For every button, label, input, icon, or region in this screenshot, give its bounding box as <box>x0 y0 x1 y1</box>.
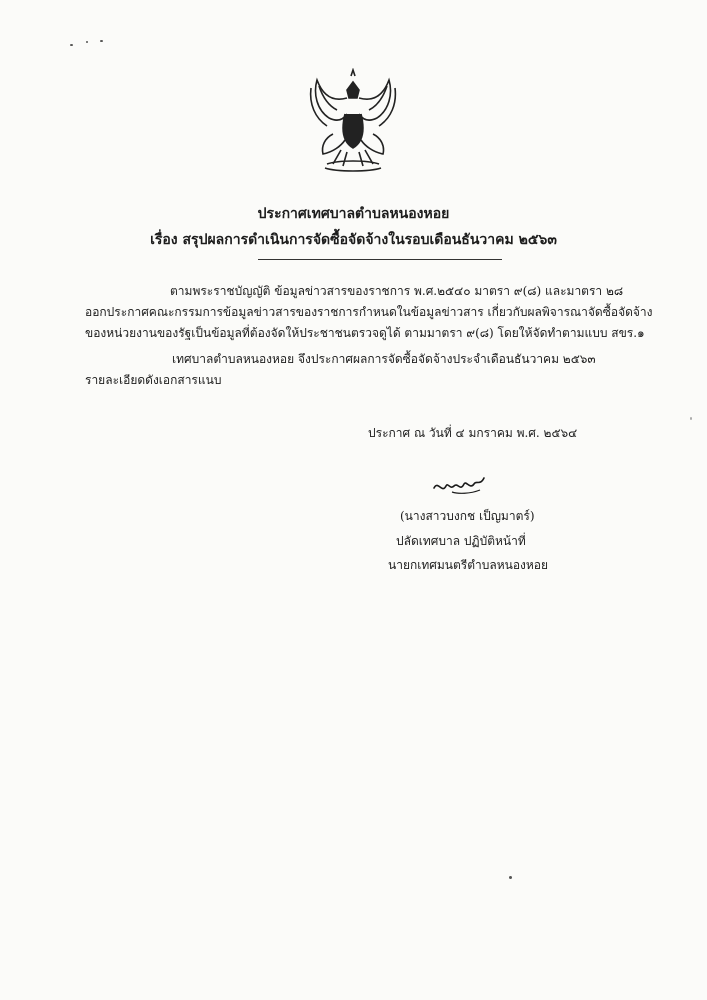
scan-speck <box>70 44 73 46</box>
announcement-date: ประกาศ ณ วันที่ ๔ มกราคม พ.ศ. ๒๕๖๔ <box>368 426 578 440</box>
paragraph-1-line-1: ตามพระราชบัญญัติ ข้อมูลข่าวสารของราชการ พ.ศ.๒๕๔๐ มาตรา ๙(๘) และมาตรา ๒๘ <box>170 284 624 298</box>
title-underline <box>258 259 502 260</box>
scan-speck <box>100 40 103 42</box>
handwritten-signature <box>430 472 490 500</box>
garuda-emblem-icon <box>303 68 403 176</box>
scan-speck <box>86 41 88 43</box>
signatory-position-1: ปลัดเทศบาล ปฏิบัติหน้าที่ <box>396 534 526 548</box>
paragraph-2-line-2: รายละเอียดดังเอกสารแนบ <box>85 373 222 387</box>
scan-speck <box>509 876 512 879</box>
scan-speck <box>690 417 692 420</box>
signatory-position-2: นายกเทศมนตรีตำบลหนองหอย <box>388 558 549 572</box>
paragraph-2-line-1: เทศบาลตำบลหนองหอย จึงประกาศผลการจัดซื้อจัดจ้างประจำเดือนธันวาคม ๒๕๖๓ <box>172 352 596 366</box>
signatory-name: (นางสาวบงกช เป็ญมาตร์) <box>400 509 535 523</box>
announcement-title: ประกาศเทศบาลตำบลหนองหอย <box>257 206 450 222</box>
paragraph-1-line-2: ออกประกาศคณะกรรมการข้อมูลข่าวสารของราชการกำหนดในข้อมูลข่าวสาร เกี่ยวกับผลพิจารณาจัดซื้อจัดจ้าง <box>85 305 653 319</box>
announcement-subject: เรื่อง สรุปผลการดำเนินการจัดซื้อจัดจ้างในรอบเดือนธันวาคม ๒๕๖๓ <box>150 232 557 248</box>
paragraph-1-line-3: ของหน่วยงานของรัฐเป็นข้อมูลที่ต้องจัดให้ประชาชนตรวจดูได้ ตามมาตรา ๙(๘) โดยให้จัดทำตามแบบ สขร.๑ <box>85 326 645 340</box>
